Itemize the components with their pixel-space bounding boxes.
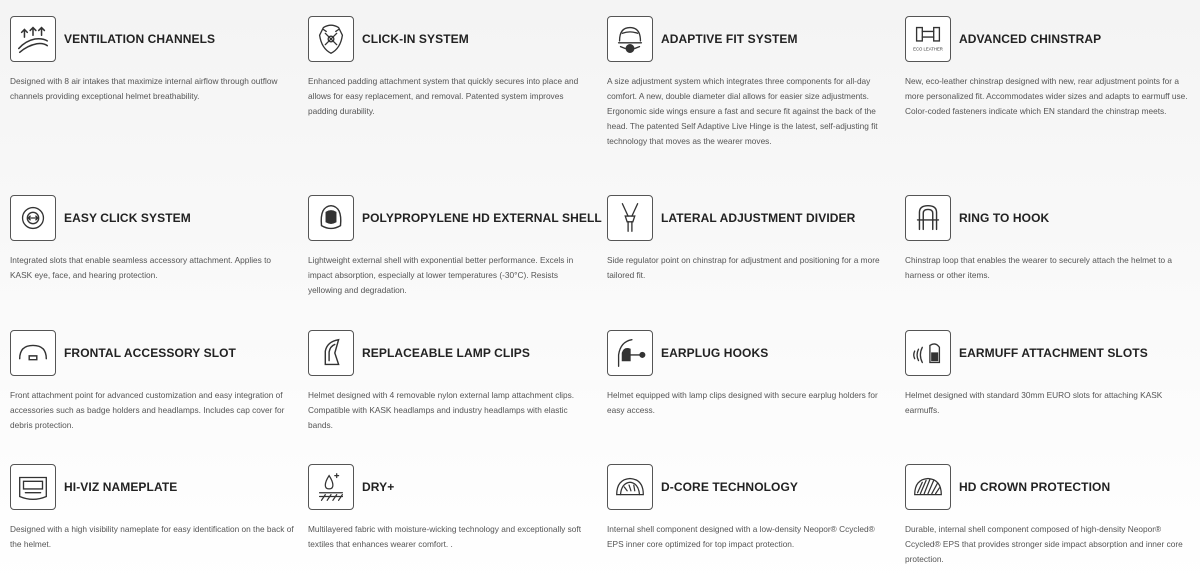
feature-description: Multilayered fabric with moisture-wicking technology and exceptionally soft textiles that enhances wearer comfort. . — [308, 524, 582, 549]
feature-description: Side regulator point on chinstrap for adjustment and positioning for a more tailored fit. — [607, 255, 880, 280]
feature-description: Durable, internal shell component composed of high-density Neopor® Ccycled® EPS that provides stronger side impact absorption and inner core protection. — [905, 524, 1183, 564]
feature-click-in-system — [308, 14, 593, 119]
feature-d-core-technology — [607, 462, 892, 552]
feature-title: HI-VIZ NAMEPLATE — [64, 480, 178, 494]
nameplate-icon — [10, 464, 56, 510]
feature-title: POLYPROPYLENE HD EXTERNAL SHELL — [362, 211, 602, 225]
feature-advanced-chinstrap — [905, 14, 1190, 119]
feature-title: D-CORE TECHNOLOGY — [661, 480, 799, 494]
feature-title: ADAPTIVE FIT SYSTEM — [661, 32, 798, 46]
feature-frontal-accessory-slot — [10, 328, 295, 433]
feature-hd-crown-protection — [905, 462, 1190, 567]
feature-title: ADVANCED CHINSTRAP — [959, 32, 1102, 46]
shell-icon — [308, 195, 354, 241]
frontal-slot-icon — [10, 330, 56, 376]
feature-title: EARPLUG HOOKS — [661, 346, 769, 360]
d-core-icon — [607, 464, 653, 510]
feature-replaceable-lamp-clips — [308, 328, 593, 433]
feature-description: A size adjustment system which integrates three components for all-day comfort. A new, double diameter dial allows for easier size adjustments. Ergonomic side wings ensure a fast and secure fit against the back of the head. The patented Self Adaptive Live Hinge is the latest, self-adjusting fit technology that moves as the wearer moves. — [607, 76, 878, 146]
feature-description: Internal shell component designed with a low-density Neopor® Ccycled® EPS inner core optimized for top impact protection. — [607, 524, 875, 549]
ventilation-icon — [10, 16, 56, 62]
feature-ring-to-hook — [905, 193, 1190, 283]
feature-dry-plus — [308, 462, 593, 552]
feature-title: CLICK-IN SYSTEM — [362, 32, 469, 46]
feature-title: HD CROWN PROTECTION — [959, 480, 1111, 494]
feature-easy-click-system — [10, 193, 295, 283]
feature-description: Helmet designed with standard 30mm EURO slots for attaching KASK earmuffs. — [905, 390, 1163, 415]
feature-description: Helmet equipped with lamp clips designed with secure earplug holders for easy access. — [607, 390, 878, 415]
feature-description: Integrated slots that enable seamless accessory attachment. Applies to KASK eye, face, and hearing protection. — [10, 255, 272, 280]
feature-description: Enhanced padding attachment system that quickly secures into place and allows for easy replacement, and removal. Patented system improves padding durability. — [308, 76, 579, 116]
lateral-divider-icon — [607, 195, 653, 241]
earplug-icon — [607, 330, 653, 376]
dry-icon — [308, 464, 354, 510]
chinstrap-icon — [905, 16, 951, 62]
lamp-clip-icon — [308, 330, 354, 376]
feature-adaptive-fit-system — [607, 14, 892, 149]
feature-title: EARMUFF ATTACHMENT SLOTS — [959, 346, 1148, 360]
earmuff-icon — [905, 330, 951, 376]
feature-title: LATERAL ADJUSTMENT DIVIDER — [661, 211, 856, 225]
feature-polypropylene-shell — [308, 193, 602, 298]
feature-title: EASY CLICK SYSTEM — [64, 211, 191, 225]
adaptive-fit-icon — [607, 16, 653, 62]
click-in-icon — [308, 16, 354, 62]
feature-title: RING TO HOOK — [959, 211, 1050, 225]
feature-description: New, eco-leather chinstrap designed with new, rear adjustment points for a more personalized fit. Accommodates wider sizes and adapts to earmuff use. Color-coded fasteners indicate which EN standard the chinstrap meets. — [905, 76, 1188, 116]
ring-hook-icon — [905, 195, 951, 241]
easy-click-icon — [10, 195, 56, 241]
eco-leather-label: ECO LEATHER — [913, 46, 943, 52]
feature-title: FRONTAL ACCESSORY SLOT — [64, 346, 236, 360]
feature-description: Chinstrap loop that enables the wearer to securely attach the helmet to a harness or other items. — [905, 255, 1173, 280]
feature-title: REPLACEABLE LAMP CLIPS — [362, 346, 530, 360]
feature-lateral-adjustment-divider — [607, 193, 892, 283]
feature-title: DRY+ — [362, 480, 395, 494]
crown-protection-icon — [905, 464, 951, 510]
feature-ventilation-channels — [10, 14, 295, 104]
feature-title: VENTILATION CHANNELS — [64, 32, 216, 46]
feature-hi-viz-nameplate — [10, 462, 295, 552]
feature-description: Designed with 8 air intakes that maximize internal airflow through outflow channels providing exceptional helmet breathability. — [10, 76, 278, 101]
feature-earmuff-attachment-slots — [905, 328, 1190, 418]
feature-description: Front attachment point for advanced customization and easy integration of accessories such as badge holders and headlamps. Includes cap cover for debris protection. — [10, 390, 285, 430]
feature-description: Helmet designed with 4 removable nylon external lamp attachment clips. Compatible with KASK headlamps and industry headlamps with elastic bands. — [308, 390, 575, 430]
feature-earplug-hooks — [607, 328, 892, 418]
feature-description: Lightweight external shell with exponential better performance. Excels in impact absorption, especially at lower temperatures (-30°C). Resists yellowing and degradation. — [308, 255, 574, 295]
feature-description: Designed with a high visibility nameplate for easy identification on the back of the helmet. — [10, 524, 294, 549]
